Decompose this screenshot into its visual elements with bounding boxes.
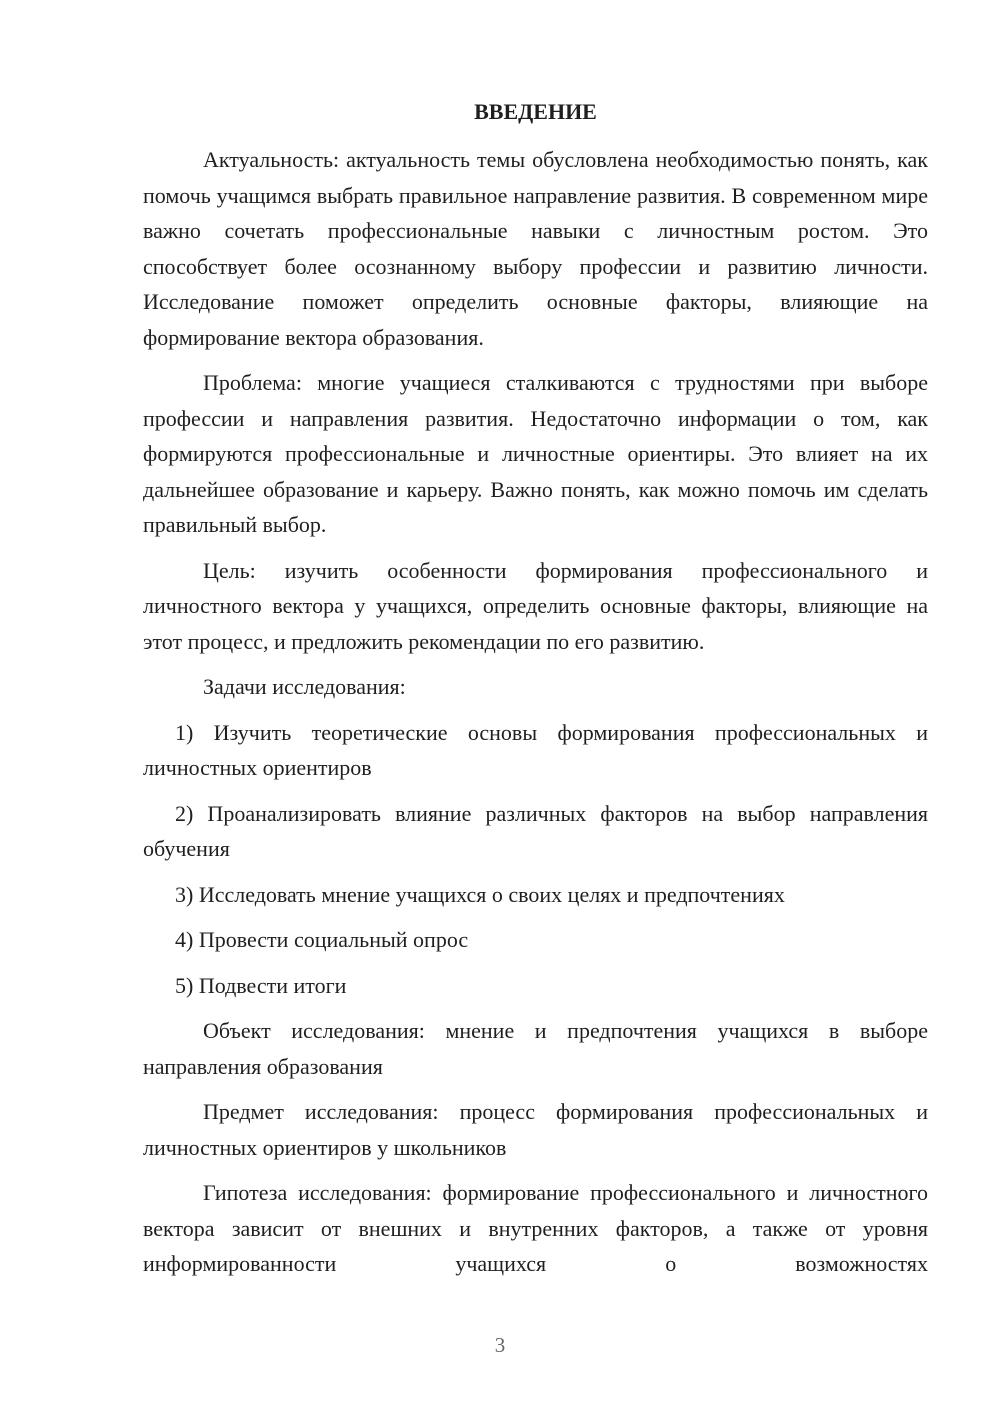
page-content — [143, 94, 928, 1282]
problem-paragraph: Проблема: многие учащиеся сталкиваются с трудностями при выборе профессии и направления развития. Недостаточно информации о том, как формируются профессиональные и личностные ориентиры. Это влияет на их дальнейшее образование и карьеру. Важно понять, как можно помочь им сделать правильный выбор. — [143, 370, 928, 537]
relevance-paragraph: Актуальность: актуальность темы обусловлена необходимостью понять, как помочь учащимся выбрать правильное направление развития. В современном мире важно сочетать профессиональные навыки с личностным ростом. Это способствует более осознанному выбору профессии и развитию личности. Исследование поможет определить основные факторы, влияющие на формирование вектора образования. — [143, 147, 928, 350]
task-item: 3) Исследовать мнение учащихся о своих целях и предпочтениях — [175, 881, 785, 907]
subject-paragraph: Предмет исследования: процесс формирования профессиональных и личностных ориентиров у школьников — [143, 1099, 928, 1160]
object-paragraph: Объект исследования: мнение и предпочтения учащихся в выборе направления образования — [143, 1018, 928, 1079]
task-item: 4) Провести социальный опрос — [175, 927, 469, 952]
task-item: 1) Изучить теоретические основы формирования профессиональных и личностных ориентиров — [143, 719, 928, 780]
task-item: 5) Подвести итоги — [175, 972, 347, 998]
goal-paragraph: Цель: изучить особенности формирования профессионального и личностного вектора у учащихся, определить основные факторы, влияющие на этот процесс, и предложить рекомендации по его развитию. — [143, 557, 928, 654]
page-title: ВВЕДЕНИЕ — [474, 99, 597, 124]
tasks-heading: Задачи исследования: — [203, 674, 406, 699]
page-number: 3 — [494, 1333, 506, 1357]
task-item: 2) Проанализировать влияние различных факторов на выбор направления обучения — [143, 800, 928, 861]
hypothesis-paragraph: Гипотеза исследования: формирование профессионального и личностного вектора зависит от внешних и внутренних факторов, а также от уровня информированности учащихся о возможностях — [143, 1180, 928, 1276]
